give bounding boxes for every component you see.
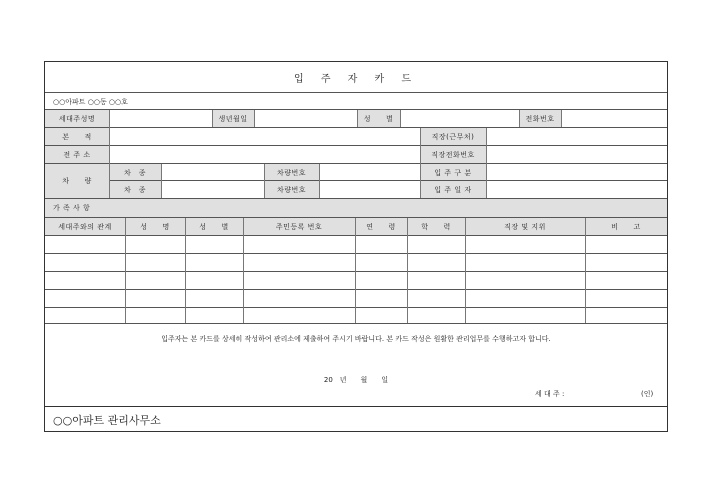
- household-head-label: 세대주성명: [45, 110, 109, 127]
- gender-label: 성 별: [357, 110, 400, 127]
- family-row-5[interactable]: [45, 308, 667, 323]
- car-type-field-1[interactable]: [161, 164, 264, 181]
- address-line: ○○아파트 ○○동 ○○호: [53, 98, 128, 106]
- move-in-date-field[interactable]: [486, 181, 667, 198]
- prev-address-field[interactable]: [109, 146, 420, 163]
- household-head-field[interactable]: [109, 110, 212, 127]
- birthdate-field[interactable]: [254, 110, 357, 127]
- family-row-3[interactable]: [45, 272, 667, 289]
- family-section-label: 가 족 사 항: [45, 199, 667, 217]
- family-header-age: 연 령: [355, 218, 407, 235]
- family-header-relation: 세대주와의 관계: [45, 218, 125, 235]
- family-row-4[interactable]: [45, 290, 667, 307]
- prev-address-label: 전 주 소: [45, 146, 109, 163]
- family-header-education: 학 력: [407, 218, 465, 235]
- family-header-remarks: 비 고: [585, 218, 667, 235]
- phone-field[interactable]: [561, 110, 667, 127]
- family-header-id-number: 주민등록 번호: [243, 218, 355, 235]
- move-in-type-label: 입 주 구 분: [420, 164, 486, 181]
- gender-field[interactable]: [400, 110, 519, 127]
- car-number-field-1[interactable]: [319, 164, 420, 181]
- birthdate-label: 생년월일: [212, 110, 254, 127]
- family-row-2[interactable]: [45, 254, 667, 271]
- seal-mark: (인): [641, 390, 654, 398]
- work-phone-field[interactable]: [486, 146, 667, 163]
- car-number-label-2: 차량번호: [264, 181, 319, 198]
- domicile-field[interactable]: [109, 128, 420, 145]
- family-header-gender: 성 별: [185, 218, 243, 235]
- family-row-1[interactable]: [45, 236, 667, 253]
- move-in-date-label: 입 주 일 자: [420, 181, 486, 198]
- family-header-job: 직장 및 지위: [465, 218, 585, 235]
- resident-card: [44, 61, 668, 432]
- domicile-label: 본 적: [45, 128, 109, 145]
- car-number-field-2[interactable]: [319, 181, 420, 198]
- notice-text: 입주자는 본 카드를 상세히 작성하여 관리소에 제출하여 주시기 바랍니다. 본 카드 작성은 원활한 관리업무를 수행하고자 합니다.: [161, 335, 551, 343]
- vehicle-label: 차 량: [45, 164, 109, 198]
- move-in-type-field[interactable]: [486, 164, 667, 181]
- phone-label: 전화번호: [519, 110, 561, 127]
- signature-label: 세 대 주 :: [535, 390, 565, 398]
- family-header-name: 성 명: [125, 218, 185, 235]
- car-type-label-1: 차 종: [109, 164, 161, 181]
- car-number-label-1: 차량번호: [264, 164, 319, 181]
- card-title: 입 주 자 카 드: [293, 73, 418, 85]
- office-name: ○○아파트 관리사무소: [53, 414, 161, 427]
- workplace-label: 직장(근무처): [420, 128, 486, 145]
- car-type-field-2[interactable]: [161, 181, 264, 198]
- workplace-field[interactable]: [486, 128, 667, 145]
- date-line: 20 년 월 일: [323, 376, 389, 384]
- car-type-label-2: 차 종: [109, 181, 161, 198]
- work-phone-label: 직장전화번호: [420, 146, 486, 163]
